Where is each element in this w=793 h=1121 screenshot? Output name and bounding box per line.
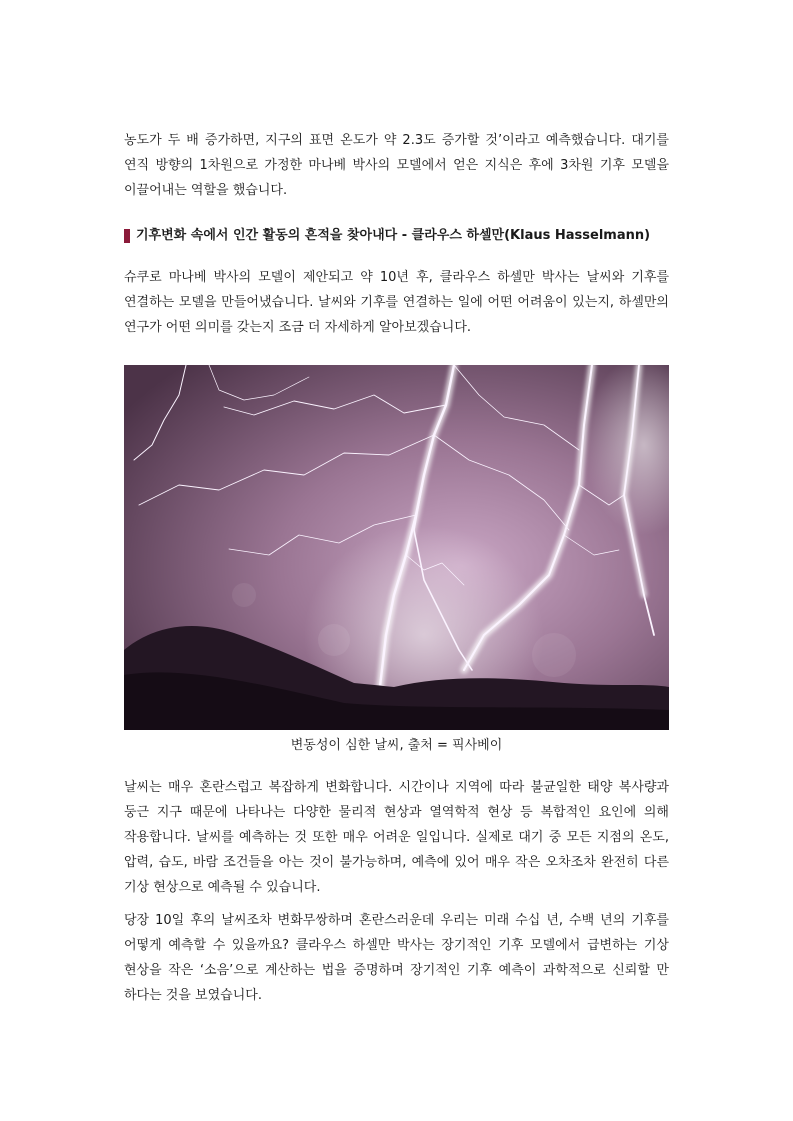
paragraph-weather-complexity: 날씨는 매우 혼란스럽고 복잡하게 변화합니다. 시간이나 지역에 따라 불균일한 태양 복사량과 둥근 지구 때문에 나타나는 다양한 물리적 현상과 열역학적 현상 등 복합적인 요인에 의해 작용합니다. 날씨를 예측하는 것 또한 매우 어려운 일입니다. 실제로 대기 중 모든 지점의 온도, 압력, 습도, 바람 조건들을 아는 것이 불가능하며, 예측에 있어 매우 작은 오차조차 완전히 다른 기상 현상으로 예측될 수 있습니다. xyxy=(124,780,669,895)
heading-marker xyxy=(124,229,130,243)
lightning-photo xyxy=(124,365,669,730)
paragraph-long-term-prediction: 당장 10일 후의 날씨조차 변화무쌍하며 혼란스러운데 우리는 미래 수십 년, 수백 년의 기후를 어떻게 예측할 수 있을까요? 클라우스 하셀만 박사는 장기적인 기후 모델에서 급변하는 기상 현상을 작은 ‘소음’으로 계산하는 법을 증명하며 장기적인 기후 예측이 과학적으로 신뢰할 만 하다는 것을 보였습니다. xyxy=(124,913,669,1003)
paragraph-hasselmann-intro: 슈쿠로 마나베 박사의 모델이 제안되고 약 10년 후, 클라우스 하셀만 박사는 날씨와 기후를 연결하는 모델을 만들어냈습니다. 날씨와 기후를 연결하는 일에 어떤 어려움이 있는지, 하셀만의 연구가 어떤 의미를 갖는지 조금 더 자세하게 알아보겠습니다. xyxy=(124,270,669,335)
figure-caption: 변동성이 심한 날씨, 출처 = 픽사베이 xyxy=(290,738,503,753)
section-heading xyxy=(124,226,684,246)
section-heading-text: 기후변화 속에서 인간 활동의 흔적을 찾아내다 - 클라우스 하셀만(Klaus Hasselmann) xyxy=(136,228,651,243)
paragraph-intro: 농도가 두 배 증가하면, 지구의 표면 온도가 약 2.3도 증가할 것’이라고 예측했습니다. 대기를 연직 방향의 1차원으로 가정한 마나베 박사의 모델에서 얻은 지식은 후에 3차원 기후 모델을 이끌어내는 역할을 했습니다. xyxy=(124,133,669,198)
